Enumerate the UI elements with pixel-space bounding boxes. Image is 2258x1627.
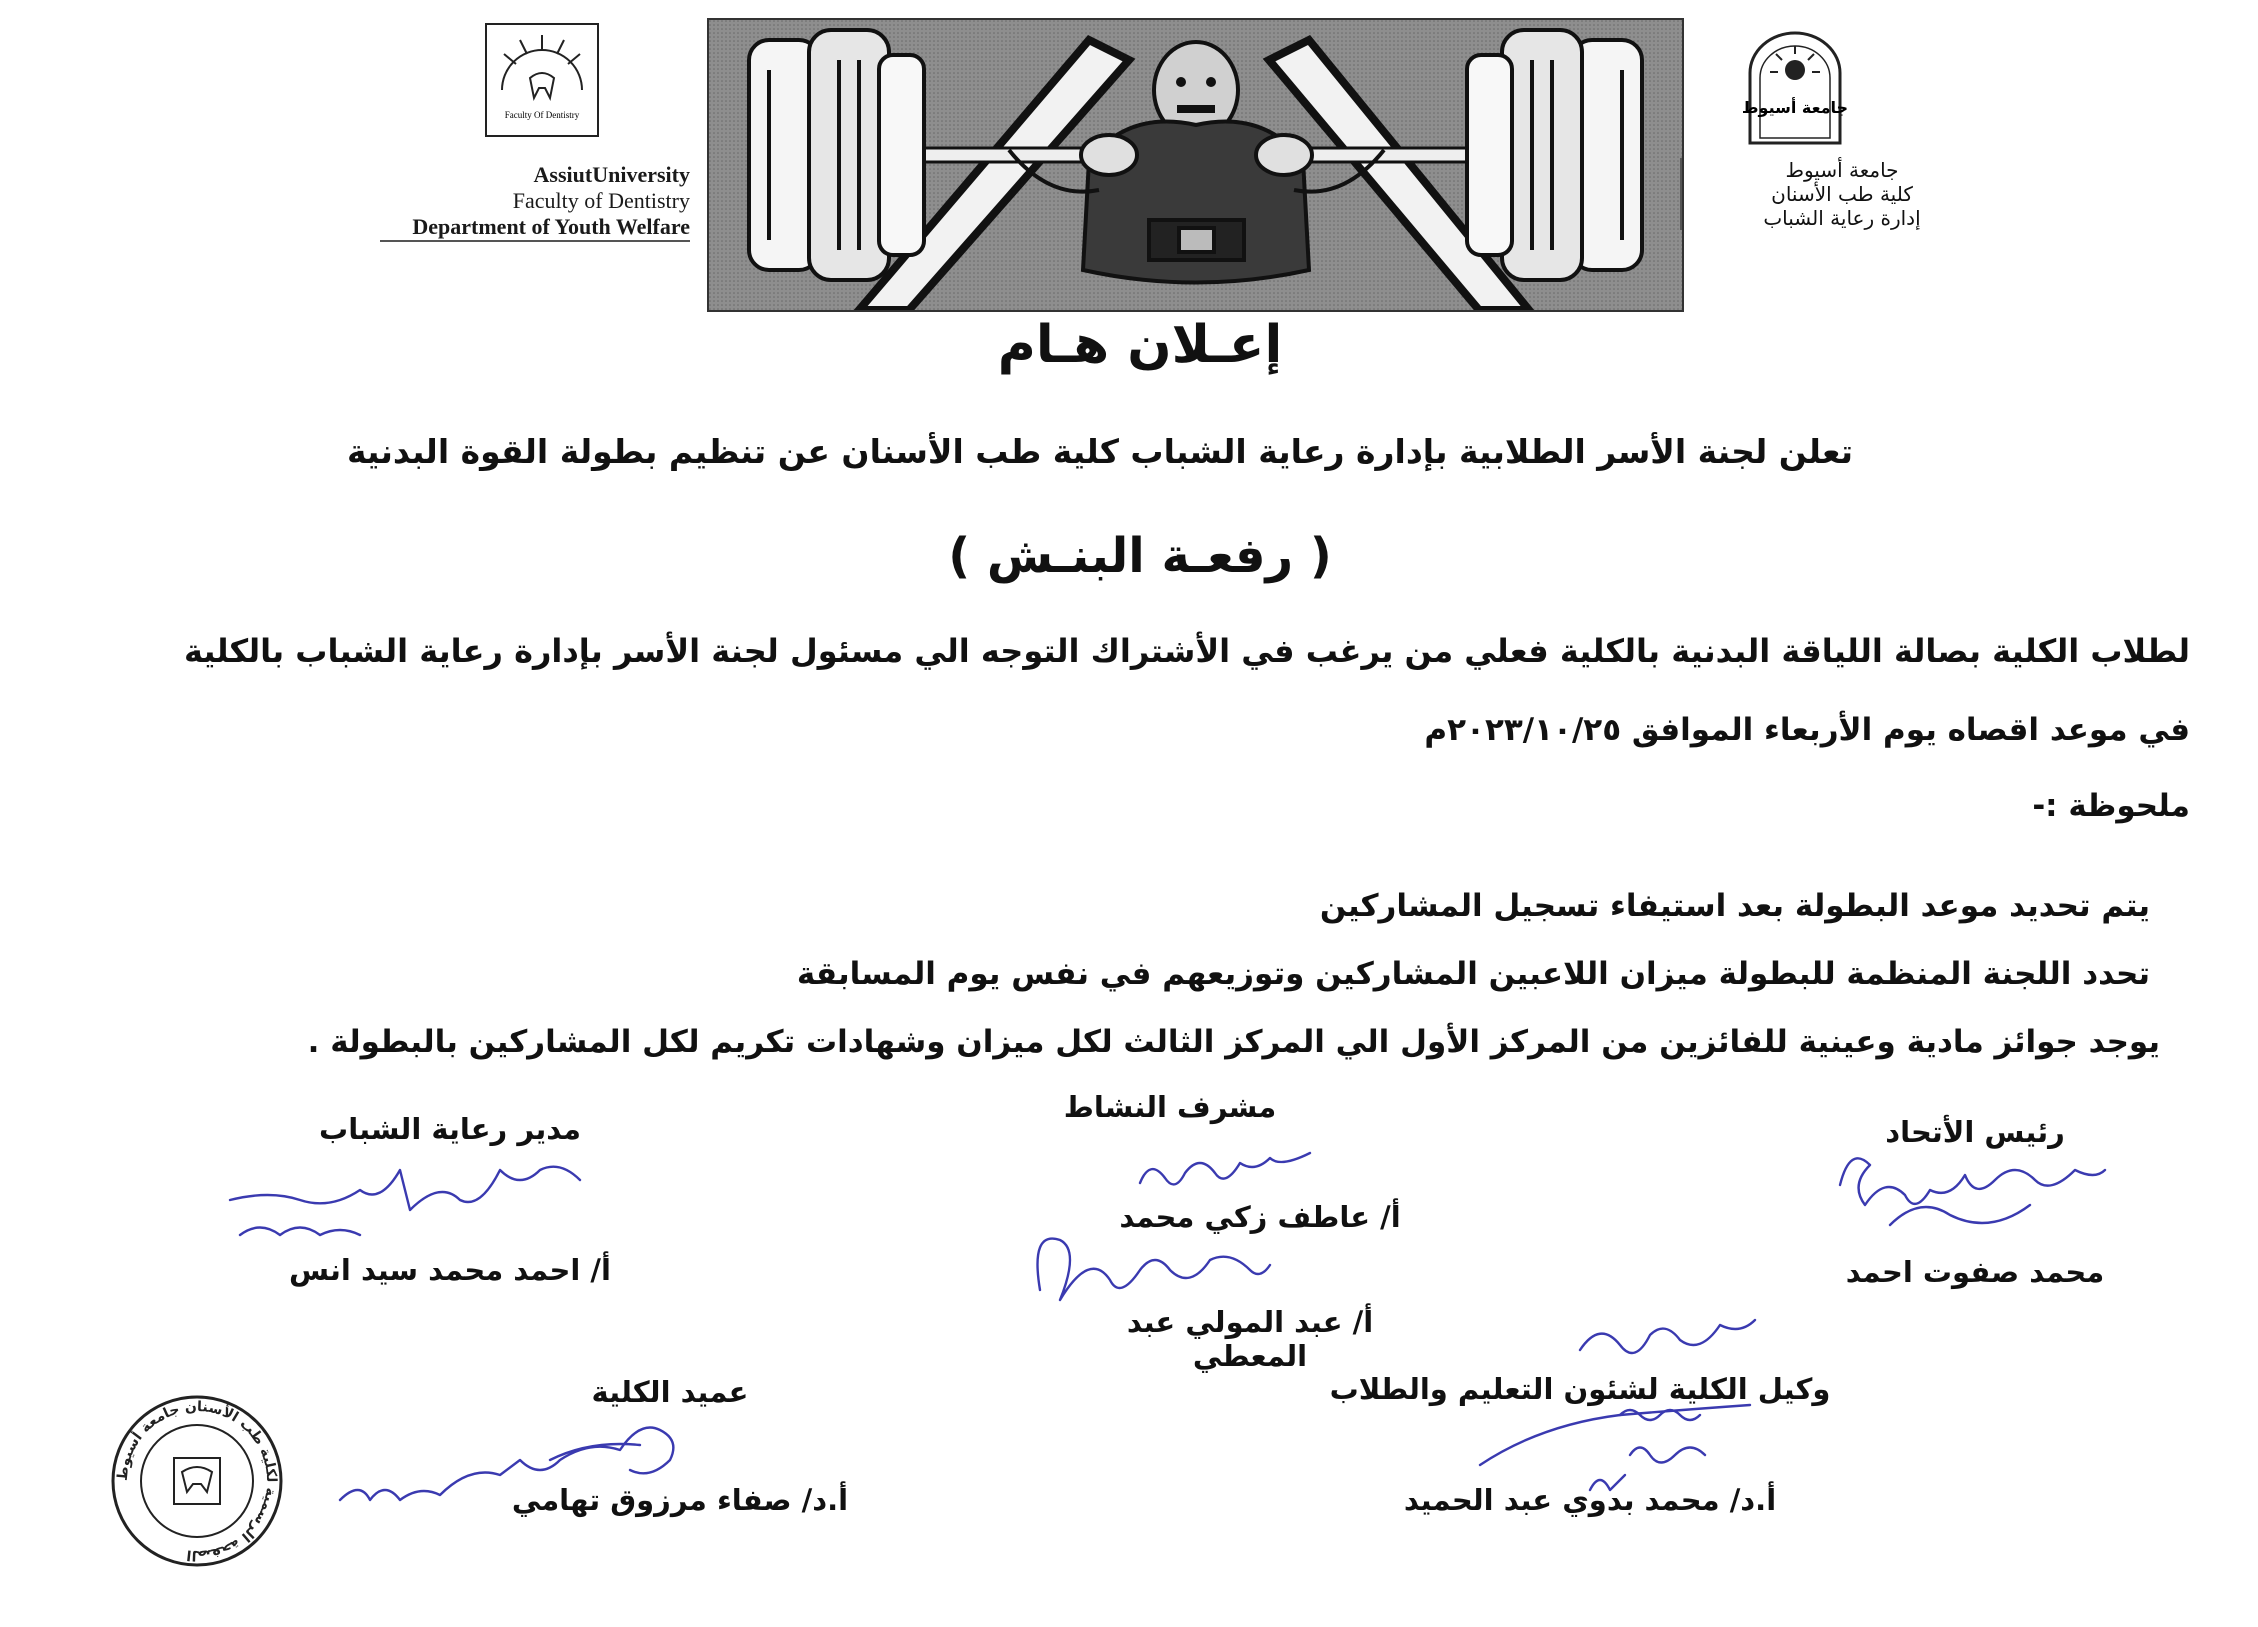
official-stamp	[108, 1392, 286, 1570]
note-item: يوجد جوائز مادية وعينية للفائزين من المركز الأول الي المركز الثالث لكل ميزان وشهادات تكريم لكل المشاركين بالبطولة .	[307, 1024, 2160, 1060]
youth-director-signature	[210, 1150, 610, 1260]
weightlifter-banner	[707, 18, 1684, 312]
note-item: يتم تحديد موعد البطولة بعد استيفاء تسجيل المشاركين	[1319, 888, 2150, 924]
youth-director-name: أ/ احمد محمد سيد انس	[289, 1253, 611, 1287]
intro-text: تعلن لجنة الأسر الطلابية بإدارة رعاية الشباب كلية طب الأسنان عن تنظيم بطولة القوة البدنية	[347, 432, 1853, 471]
header-arabic	[1680, 158, 2002, 230]
stamp-text: الصفحة الرسمية لكلية طب الأسنان جامعة أسيوط	[114, 1398, 280, 1564]
faculty-name-en: Faculty of Dentistry	[512, 188, 690, 213]
university-name-ar: جامعة أسيوط	[1785, 158, 1899, 182]
faculty-name-ar: كلية طب الأسنان	[1771, 182, 1913, 206]
faculty-logo	[482, 20, 602, 140]
details-line-1: لطلاب الكلية بصالة اللياقة البدنية بالكلية فعلي من يرغب في الأشتراك التوجه الي مسئول لجنة الأسر بإدارة رعاية الشباب بالكلية	[183, 632, 2190, 670]
vice-dean-title: وكيل الكلية لشئون التعليم والطلاب	[1329, 1372, 1831, 1406]
university-logo	[1740, 28, 1850, 148]
announcement-title: إعـلان هـام	[997, 315, 1283, 375]
supervisor-name-1: أ/ عاطف زكي محمد	[1119, 1200, 1401, 1234]
note-item: تحدد اللجنة المنظمة للبطولة ميزان اللاعبين المشاركين وتوزيعهم في نفس يوم المسابقة	[796, 956, 2150, 992]
note-label: ملحوظة :-	[2032, 788, 2190, 824]
details-line-2: في موعد اقصاه يوم الأربعاء الموافق ٢٠٢٣/١٠/٢٥م	[1424, 712, 2190, 748]
department-name-ar: إدارة رعاية الشباب	[1763, 206, 1921, 230]
university-name-en: AssiutUniversity	[533, 162, 690, 187]
supervisor-name-2: أ/ عبد المولي عبد المعطي	[1126, 1305, 1374, 1373]
logo-left-text: Faculty Of Dentistry	[504, 110, 580, 120]
dean-title: عميد الكلية	[591, 1375, 749, 1409]
supervisor-signature-1	[1130, 1148, 1330, 1198]
youth-director-title: مدير رعاية الشباب	[319, 1112, 581, 1146]
dean-name: أ.د/ صفاء مرزوق تهامي	[511, 1483, 849, 1517]
vice-dean-signature-1	[1570, 1310, 1770, 1370]
supervisor-title: مشرف النشاط	[1063, 1090, 1277, 1124]
header-english	[380, 162, 690, 242]
vice-dean-name: أ.د/ محمد بدوي عبد الحميد	[1403, 1483, 1777, 1517]
union-head-signature	[1820, 1125, 2130, 1245]
logo-right-text: جامعة أسيوط	[1741, 98, 1849, 117]
union-head-title: رئيس الأتحاد	[1885, 1115, 2065, 1149]
event-name: ( رفعـة البنـش )	[948, 528, 1332, 584]
department-name-en: Department of Youth Welfare	[380, 214, 690, 242]
union-head-name: محمد صفوت احمد	[1845, 1255, 2105, 1289]
svg-text:الصفحة الرسمية لكلية طب الأسنا	[115, 1399, 279, 1564]
